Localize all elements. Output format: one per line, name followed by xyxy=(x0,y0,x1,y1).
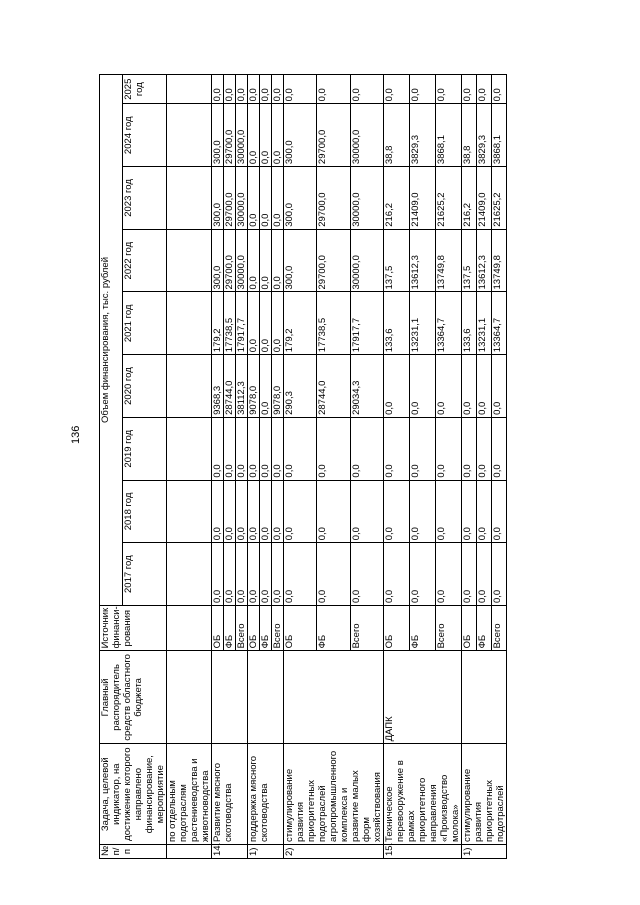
header-year: 2022 год xyxy=(123,229,167,292)
page-number: 136 xyxy=(70,425,82,444)
cell-value: 0,0 xyxy=(462,480,477,543)
rotated-table-container xyxy=(99,74,604,859)
cell-value: 21409,0 xyxy=(410,167,436,230)
cell-value: 17917,7 xyxy=(236,292,248,355)
cell-source: Всего xyxy=(236,606,248,651)
cell-empty xyxy=(167,292,212,355)
cell-value: 216,2 xyxy=(462,167,477,230)
cell-value: 17738,5 xyxy=(224,292,236,355)
cell-value: 0,0 xyxy=(477,355,492,418)
cell-value: 0,0 xyxy=(384,417,410,480)
cell-value: 9368,3 xyxy=(212,355,224,418)
cell-value: 0,0 xyxy=(384,355,410,418)
cell-value: 0,0 xyxy=(410,480,436,543)
cell-num: 15. xyxy=(384,844,462,858)
cell-value: 17738,5 xyxy=(317,292,350,355)
cell-value: 0,0 xyxy=(248,543,260,606)
cell-value: 0,0 xyxy=(317,75,350,104)
cell-value: 0,0 xyxy=(477,480,492,543)
cell-value: 0,0 xyxy=(410,355,436,418)
cell-value: 0,0 xyxy=(236,480,248,543)
cell-value: 0,0 xyxy=(260,543,272,606)
cell-source: Всего xyxy=(436,606,462,651)
cell-value: 9078,0 xyxy=(248,355,260,418)
cell-value: 0,0 xyxy=(248,229,260,292)
cell-value: 0,0 xyxy=(492,480,507,543)
cell-source: Всего xyxy=(350,606,383,651)
header-year: 2025 год xyxy=(123,75,167,104)
cell-value: 0,0 xyxy=(462,75,477,104)
cell-value: 30000,0 xyxy=(350,229,383,292)
table-body xyxy=(167,75,507,859)
table-row xyxy=(384,75,410,859)
cell-task: стимулирование развития приоритетных подотраслей xyxy=(462,744,507,845)
cell-value: 0,0 xyxy=(477,417,492,480)
cell-value: 0,0 xyxy=(284,480,317,543)
cell-value: 13231,1 xyxy=(410,292,436,355)
cell-value: 0,0 xyxy=(492,355,507,418)
cell-value: 0,0 xyxy=(350,543,383,606)
cell-value: 133,6 xyxy=(462,292,477,355)
cell-value: 0,0 xyxy=(248,292,260,355)
cell-value: 0,0 xyxy=(317,480,350,543)
cell-value: 300,0 xyxy=(284,104,317,167)
cell-value: 0,0 xyxy=(350,75,383,104)
cell-value: 0,0 xyxy=(260,355,272,418)
table-row xyxy=(248,75,260,859)
cell-value: 179,2 xyxy=(212,292,224,355)
header-year: 2024 год xyxy=(123,104,167,167)
financing-table xyxy=(99,74,507,859)
table-row xyxy=(212,75,224,859)
cell-distributor xyxy=(462,651,507,744)
cell-value: 3829,3 xyxy=(410,104,436,167)
cell-value: 300,0 xyxy=(212,229,224,292)
cell-source: ФБ xyxy=(317,606,350,651)
cell-source: ФБ xyxy=(260,606,272,651)
cell-num xyxy=(167,844,212,858)
cell-value: 28744,0 xyxy=(224,355,236,418)
cell-value: 30000,0 xyxy=(236,167,248,230)
cell-value: 29700,0 xyxy=(224,104,236,167)
cell-value: 216,2 xyxy=(384,167,410,230)
cell-value: 21625,2 xyxy=(436,167,462,230)
cell-value: 0,0 xyxy=(436,417,462,480)
cell-value: 21409,0 xyxy=(477,167,492,230)
cell-value: 0,0 xyxy=(236,75,248,104)
cell-value: 13612,3 xyxy=(477,229,492,292)
cell-empty xyxy=(167,417,212,480)
cell-empty xyxy=(167,543,212,606)
cell-value: 0,0 xyxy=(260,480,272,543)
cell-value: 0,0 xyxy=(436,480,462,543)
cell-source: ФБ xyxy=(410,606,436,651)
cell-value: 13231,1 xyxy=(477,292,492,355)
cell-value: 0,0 xyxy=(260,229,272,292)
cell-value: 0,0 xyxy=(384,75,410,104)
table-row xyxy=(462,75,477,859)
cell-value: 0,0 xyxy=(212,75,224,104)
header-year: 2021 год xyxy=(123,292,167,355)
cell-value: 0,0 xyxy=(317,543,350,606)
cell-value: 30000,0 xyxy=(236,229,248,292)
cell-value: 29700,0 xyxy=(317,167,350,230)
cell-source: ОБ xyxy=(212,606,224,651)
cell-value: 0,0 xyxy=(248,167,260,230)
cell-value: 300,0 xyxy=(212,104,224,167)
cell-value: 0,0 xyxy=(272,75,284,104)
cell-task: по отдельным подотраслям растениеводства и животноводства xyxy=(167,744,212,845)
cell-value: 0,0 xyxy=(224,480,236,543)
cell-value: 29700,0 xyxy=(224,229,236,292)
cell-value: 0,0 xyxy=(248,75,260,104)
cell-value: 0,0 xyxy=(212,543,224,606)
cell-source: ОБ xyxy=(462,606,477,651)
cell-value: 0,0 xyxy=(462,355,477,418)
cell-value: 0,0 xyxy=(436,75,462,104)
cell-value: 0,0 xyxy=(272,292,284,355)
cell-value: 30000,0 xyxy=(236,104,248,167)
cell-value: 0,0 xyxy=(436,543,462,606)
cell-value: 21625,2 xyxy=(492,167,507,230)
cell-value: 3829,3 xyxy=(477,104,492,167)
cell-empty xyxy=(167,229,212,292)
cell-distributor xyxy=(212,651,248,744)
cell-value: 0,0 xyxy=(410,543,436,606)
cell-value: 0,0 xyxy=(384,480,410,543)
cell-distributor xyxy=(167,651,212,744)
cell-value: 0,0 xyxy=(492,417,507,480)
cell-value: 290,3 xyxy=(284,355,317,418)
cell-value: 0,0 xyxy=(260,292,272,355)
cell-value: 0,0 xyxy=(212,480,224,543)
cell-value: 0,0 xyxy=(350,480,383,543)
cell-value: 0,0 xyxy=(224,417,236,480)
cell-value: 9078,0 xyxy=(272,355,284,418)
header-year: 2018 год xyxy=(123,480,167,543)
cell-value: 28744,0 xyxy=(317,355,350,418)
cell-value: 300,0 xyxy=(284,229,317,292)
cell-value: 13749,8 xyxy=(492,229,507,292)
cell-value: 0,0 xyxy=(236,543,248,606)
cell-value: 30000,0 xyxy=(350,104,383,167)
cell-value: 3868,1 xyxy=(436,104,462,167)
table-row xyxy=(167,75,212,859)
cell-value: 29034,3 xyxy=(350,355,383,418)
header-volume: Объем финансирования, тыс. рублей xyxy=(100,75,123,606)
cell-value: 0,0 xyxy=(260,75,272,104)
cell-task: поддержка мясного скотоводства xyxy=(248,744,284,845)
header-num: № п/п xyxy=(100,844,167,858)
cell-source: ОБ xyxy=(248,606,260,651)
cell-value: 0,0 xyxy=(272,229,284,292)
cell-value: 38,8 xyxy=(462,104,477,167)
cell-source: ОБ xyxy=(384,606,410,651)
cell-value: 0,0 xyxy=(272,543,284,606)
cell-value: 0,0 xyxy=(224,543,236,606)
cell-value: 0,0 xyxy=(260,417,272,480)
cell-value: 3868,1 xyxy=(492,104,507,167)
cell-value: 0,0 xyxy=(410,75,436,104)
cell-empty xyxy=(167,480,212,543)
cell-distributor xyxy=(284,651,384,744)
header-year: 2017 год xyxy=(123,543,167,606)
cell-value: 29700,0 xyxy=(224,167,236,230)
cell-value: 29700,0 xyxy=(317,229,350,292)
cell-value: 29700,0 xyxy=(317,104,350,167)
cell-value: 300,0 xyxy=(212,167,224,230)
cell-empty xyxy=(167,606,212,651)
cell-value: 0,0 xyxy=(248,417,260,480)
cell-value: 0,0 xyxy=(260,104,272,167)
cell-task: Развитие мясного скотоводства xyxy=(212,744,248,845)
cell-num: 1) xyxy=(248,844,284,858)
header-task: Задача, целевой индикатор, на достижение которого направлено финансирование, мероприятие xyxy=(100,744,167,845)
cell-value: 0,0 xyxy=(284,75,317,104)
cell-task: стимулирование развития приоритетных подотраслей агропромышленного комплекса и развитие малых форм хозяйствования xyxy=(284,744,384,845)
cell-distributor xyxy=(248,651,284,744)
cell-value: 13364,7 xyxy=(436,292,462,355)
cell-value: 30000,0 xyxy=(350,167,383,230)
cell-value: 13749,8 xyxy=(436,229,462,292)
cell-value: 0,0 xyxy=(212,417,224,480)
cell-value: 0,0 xyxy=(462,417,477,480)
cell-value: 0,0 xyxy=(284,417,317,480)
cell-value: 0,0 xyxy=(477,543,492,606)
cell-value: 0,0 xyxy=(462,543,477,606)
cell-value: 0,0 xyxy=(272,167,284,230)
cell-value: 137,5 xyxy=(462,229,477,292)
cell-source: Всего xyxy=(492,606,507,651)
cell-value: 0,0 xyxy=(492,543,507,606)
cell-value: 0,0 xyxy=(384,543,410,606)
cell-empty xyxy=(167,167,212,230)
table-row xyxy=(284,75,317,859)
cell-value: 0,0 xyxy=(224,75,236,104)
cell-value: 0,0 xyxy=(272,480,284,543)
cell-value: 0,0 xyxy=(248,104,260,167)
cell-value: 13612,3 xyxy=(410,229,436,292)
cell-source: ФБ xyxy=(477,606,492,651)
header-source: Источник финанси-рования xyxy=(100,606,167,651)
cell-empty xyxy=(167,104,212,167)
cell-source: Всего xyxy=(272,606,284,651)
cell-num: 14. xyxy=(212,844,248,858)
cell-value: 179,2 xyxy=(284,292,317,355)
cell-value: 38112,3 xyxy=(236,355,248,418)
cell-distributor: ДАПК xyxy=(384,651,462,744)
cell-empty xyxy=(167,355,212,418)
cell-value: 137,5 xyxy=(384,229,410,292)
cell-source: ФБ xyxy=(224,606,236,651)
cell-value: 0,0 xyxy=(272,104,284,167)
cell-value: 0,0 xyxy=(436,355,462,418)
cell-value: 0,0 xyxy=(236,417,248,480)
cell-value: 0,0 xyxy=(350,417,383,480)
cell-value: 133,6 xyxy=(384,292,410,355)
cell-task: Техническое перевооружение в рамках приоритетного направления «Производство молока» xyxy=(384,744,462,845)
cell-source: ОБ xyxy=(284,606,317,651)
cell-value: 0,0 xyxy=(272,417,284,480)
cell-empty xyxy=(167,75,212,104)
cell-value: 17917,7 xyxy=(350,292,383,355)
cell-value: 300,0 xyxy=(284,167,317,230)
header-year: 2019 год xyxy=(123,417,167,480)
cell-value: 0,0 xyxy=(477,75,492,104)
cell-num: 1) xyxy=(462,844,507,858)
cell-value: 38,8 xyxy=(384,104,410,167)
header-distributor: Главный распорядитель средств областного бюджета xyxy=(100,651,167,744)
cell-value: 0,0 xyxy=(248,480,260,543)
header-year: 2020 год xyxy=(123,355,167,418)
cell-num: 2) xyxy=(284,844,384,858)
cell-value: 0,0 xyxy=(260,167,272,230)
cell-value: 0,0 xyxy=(410,417,436,480)
cell-value: 0,0 xyxy=(317,417,350,480)
cell-value: 0,0 xyxy=(284,543,317,606)
cell-value: 13364,7 xyxy=(492,292,507,355)
header-year: 2023 год xyxy=(123,167,167,230)
cell-value: 0,0 xyxy=(492,75,507,104)
